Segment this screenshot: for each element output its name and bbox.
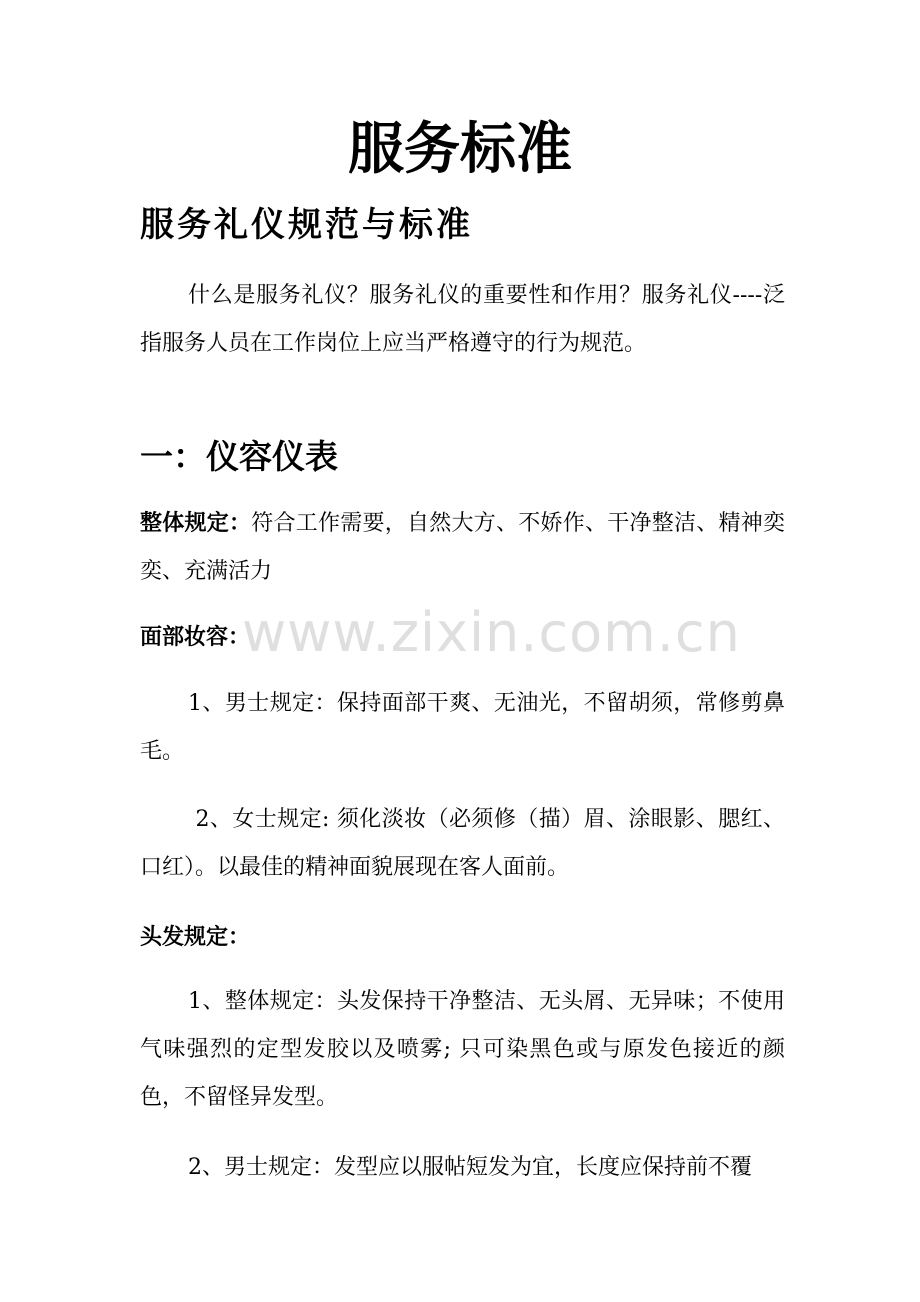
overall-text: 符合工作需要，自然大方、不娇作、干净整洁、精神奕奕、充满活力 (140, 511, 785, 584)
watermark: www.zixin.com.cn (242, 601, 741, 664)
hair-item: 2、男士规定：发型应以服帖短发为宜，长度应保持前不覆 (188, 1155, 752, 1180)
section-heading: 一：仪容仪表 (140, 437, 338, 476)
face-item: 2、女士规定: 须化淡妆（必须修（描）眉、涂眼影、腮红、口红）。以最佳的精神面貌展现在客人面前。 (140, 807, 786, 880)
document-subtitle: 服务礼仪规范与标准 (140, 205, 473, 245)
overall-paragraph (140, 500, 785, 596)
overall-label: 整体规定： (140, 511, 252, 536)
face-label: 面部妆容： (140, 625, 251, 650)
face-item: 1、男士规定：保持面部干爽、无油光，不留胡须，常修剪鼻毛。 (140, 691, 785, 764)
document-title: 服务标准 (348, 117, 572, 182)
hair-item: 1、整体规定：头发保持干净整洁、无头屑、无异味；不使用气味强烈的定型发胶以及喷雾; 只可染黑色或与原发色接近的颜色，不留怪异发型。 (140, 989, 785, 1110)
intro-paragraph: 什么是服务礼仪？服务礼仪的重要性和作用？服务礼仪----泛指服务人员在工作岗位上应当严格遵守的行为规范。 (140, 283, 785, 356)
hair-label: 头发规定： (140, 925, 251, 950)
